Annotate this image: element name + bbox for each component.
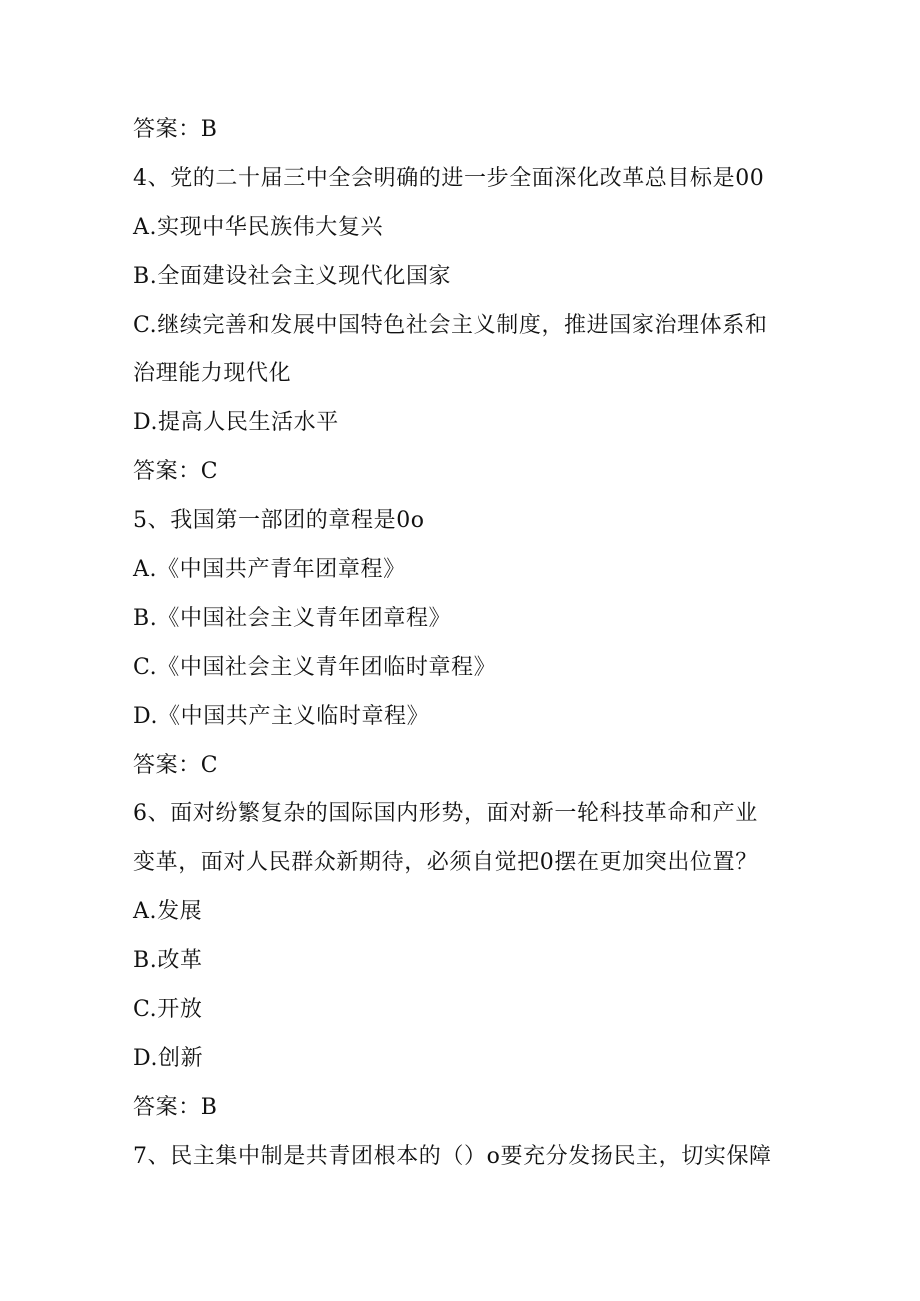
question-5-text: 5、我国第一部团的章程是0o — [133, 508, 425, 534]
answer-line: 答案：B — [133, 117, 218, 142]
document-body — [133, 106, 793, 1182]
question-4-option-b: B.全面建设社会主义现代化国家 — [133, 263, 452, 289]
question-6-answer: 答案：B — [133, 1094, 218, 1120]
question-5-answer: 答案：C — [133, 752, 219, 778]
question-5-option-c: C.《中国社会主义青年团临时章程》 — [133, 654, 497, 680]
question-7-text: 7、民主集中制是共青团根本的（）o要充分发扬民主，切实保障 — [133, 1143, 772, 1169]
question-4-option-a: A.实现中华民族伟大复兴 — [133, 214, 384, 240]
question-5-option-b: B.《中国社会主义青年团章程》 — [133, 605, 452, 631]
question-6-option-a: A.发展 — [133, 899, 203, 925]
question-4-option-c-continued: 治理能力现代化 — [133, 361, 292, 387]
question-6-option-c: C.开放 — [133, 997, 203, 1023]
question-6-text: 6、面对纷繁复杂的国际国内形势，面对新一轮科技革命和产业 — [133, 801, 758, 827]
question-4-answer: 答案：C — [133, 459, 219, 485]
question-5-option-a: A.《中国共产青年团章程》 — [133, 557, 406, 583]
question-6-option-d: D.创新 — [133, 1045, 204, 1071]
question-4-option-d: D.提高人民生活水平 — [133, 410, 339, 436]
question-4-text: 4、党的二十届三中全会明确的进一步全面深化改革总目标是00 — [133, 165, 765, 191]
question-4-option-c: C.继续完善和发展中国特色社会主义制度，推进国家治理体系和 — [133, 312, 768, 338]
question-5-option-d: D.《中国共产主义临时章程》 — [133, 703, 430, 729]
question-6-text-continued: 变革，面对人民群众新期待，必须自觉把0摆在更加突出位置？ — [133, 850, 758, 876]
question-6-option-b: B.改革 — [133, 948, 203, 974]
